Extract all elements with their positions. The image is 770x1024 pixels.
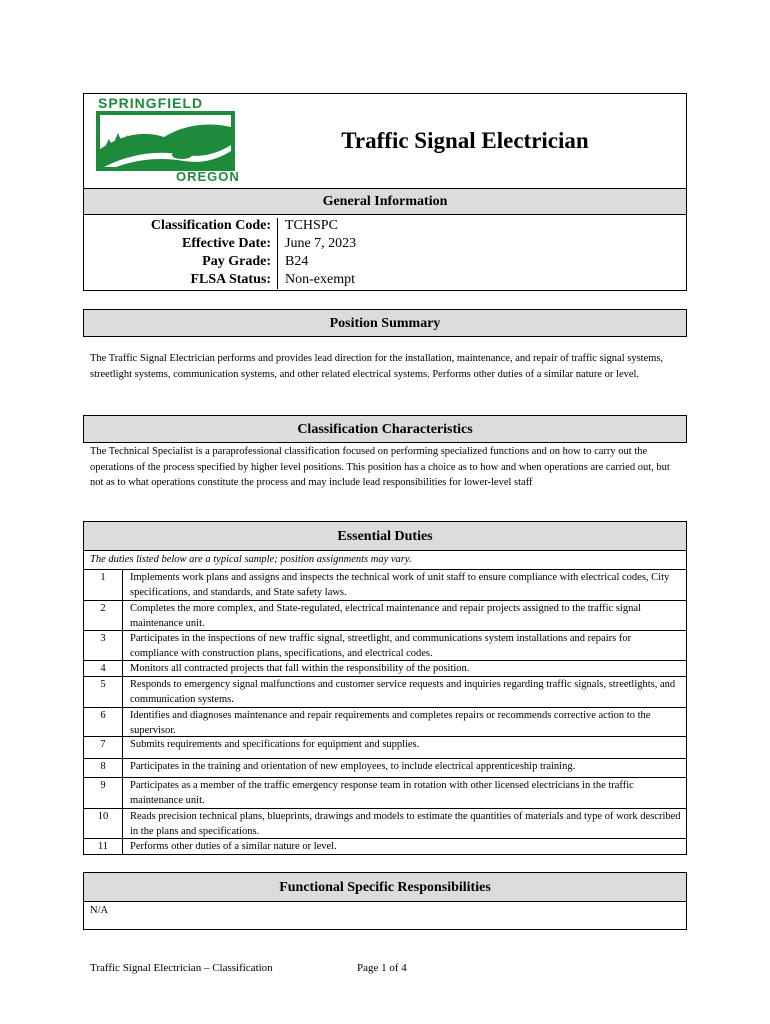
logo-springfield-text: SPRINGFIELD: [98, 95, 204, 111]
duty-number: 10: [97, 811, 109, 822]
springfield-oregon-logo: [94, 97, 239, 185]
duty-number: 6: [100, 710, 106, 721]
info-row-pay-grade: [84, 254, 686, 272]
duty-number: 8: [100, 761, 106, 772]
duty-row: [84, 677, 687, 708]
info-label: Classification Code:: [150, 218, 271, 233]
duty-text: Completes the more complex, and State-regulated, electrical maintenance and repair projects assigned to the traffic signal maintenance unit.: [130, 603, 641, 629]
duty-text: Identifies and diagnoses maintenance and repair requirements and completes repairs or recommends corrective action to the supervisor.: [130, 710, 651, 736]
info-label: Effective Date:: [181, 236, 271, 251]
duty-row: [84, 839, 687, 854]
info-label: FLSA Status:: [190, 272, 271, 287]
general-info-heading: General Information: [83, 188, 687, 215]
info-value: B24: [285, 254, 309, 269]
duties-number-divider: [122, 570, 123, 854]
duty-row: [84, 601, 687, 631]
info-label: Pay Grade:: [202, 254, 271, 269]
logo-oregon-text: OREGON: [176, 169, 240, 184]
duty-row: [84, 778, 687, 809]
duty-number: 7: [100, 739, 106, 750]
duty-row: [84, 570, 687, 601]
duty-text: Responds to emergency signal malfunctions and customer service requests and inquiries regarding traffic signals, streetlights, and communication systems.: [130, 679, 676, 705]
duty-number: 5: [100, 679, 106, 690]
duty-text: Reads precision technical plans, blueprints, drawings and models to estimate the quantities of materials and type of work described in the plans and specifications.: [130, 811, 681, 837]
duties-note: The duties listed below are a typical sample; position assignments may vary.: [90, 554, 412, 565]
duty-text: Participates in the inspections of new traffic signal, streetlight, and communications system installations and repairs for compliance with construction plans, specifications, and electrical codes.: [130, 633, 632, 659]
functional-heading: Functional Specific Responsibilities: [83, 872, 687, 902]
position-summary-text: The Traffic Signal Electrician performs and provides lead direction for the installation, maintenance, and repair of traffic signal systems, streetlight systems, communication systems, and other related electrical systems. Performs other duties of a similar nature or level.: [90, 353, 664, 380]
duty-text: Implements work plans and assigns and inspects the technical work of unit staff to ensure compliance with electrical codes, City specifications, and standards, and State safety laws.: [130, 572, 670, 598]
page-title: Traffic Signal Electrician: [341, 128, 589, 153]
duty-row: [84, 708, 687, 737]
duty-number: 11: [97, 841, 109, 852]
duty-number: 1: [100, 572, 106, 583]
duty-number: 3: [100, 633, 106, 644]
header-box: [83, 93, 687, 189]
duty-number: 4: [100, 663, 106, 674]
essential-duties-table: [83, 550, 687, 855]
info-value: June 7, 2023: [285, 236, 357, 251]
duty-row: [84, 631, 687, 661]
duty-text: Monitors all contracted projects that fall within the responsibility of the position.: [130, 663, 470, 674]
duty-row: [84, 661, 687, 677]
functional-text: N/A: [90, 905, 109, 916]
general-info-table: [83, 214, 687, 291]
duty-row: [84, 759, 687, 778]
classification-heading: Classification Characteristics: [83, 415, 687, 443]
duty-row: [84, 737, 687, 759]
functional-body: [83, 901, 687, 930]
info-value: TCHSPC: [285, 218, 338, 233]
duty-text: Performs other duties of a similar nature or level.: [130, 841, 337, 852]
position-summary-heading: Position Summary: [83, 309, 687, 337]
info-value: Non-exempt: [285, 272, 355, 287]
classification-text: The Technical Specialist is a paraprofessional classification focused on performing specialized functions and on how to carry out the operations of the process specified by higher level positions. This position has a choice as to how and when operations are carried out, but not as to what operations constitute the process and may include lead responsibilities for lower-level staff: [90, 446, 670, 488]
duty-text: Participates as a member of the traffic emergency response team in rotation with other licensed electricians in the traffic maintenance unit.: [130, 780, 634, 806]
info-row-effective-date: [84, 236, 686, 254]
footer-page-number: Page 1 of 4: [357, 962, 407, 974]
essential-duties-heading: Essential Duties: [83, 521, 687, 551]
duty-text: Participates in the training and orientation of new employees, to include electrical apprenticeship training.: [130, 761, 576, 772]
info-row-classification-code: [84, 218, 686, 236]
duty-row: [84, 809, 687, 839]
footer-document-name: Traffic Signal Electrician – Classification: [90, 962, 273, 974]
duty-number: 2: [100, 603, 106, 614]
info-row-flsa-status: [84, 272, 686, 290]
duty-number: 9: [100, 780, 106, 791]
duty-text: Submits requirements and specifications for equipment and supplies.: [130, 739, 420, 750]
